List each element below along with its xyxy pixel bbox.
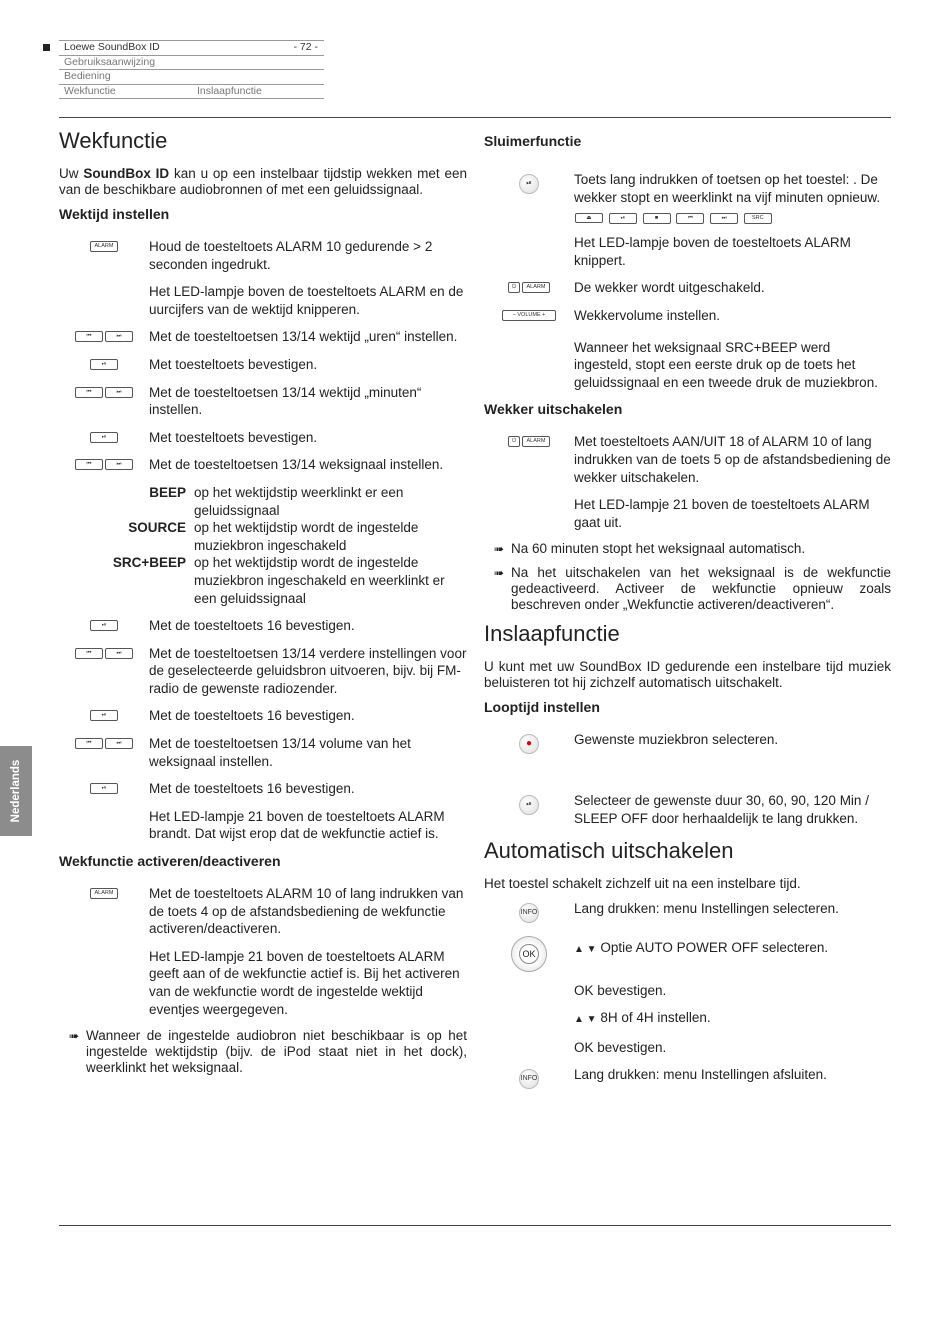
prev-key-icon: ⏮ — [75, 331, 103, 342]
prev-key-icon: ⏮ — [75, 738, 103, 749]
step-led-off: Het LED-lampje 21 boven de toesteltoets ALARM gaat uit. — [574, 497, 870, 530]
title-inslaapfunctie: Inslaapfunctie — [484, 621, 620, 647]
step-snooze: ⏯ Toets lang indrukken of toetsen op het toestel: . De wekker stopt en weerklinkt na vijf minuten opnieuw. ⏏ ⏯ ■ ⏮ ⏭ SRC — [484, 171, 891, 224]
play-pause-key-icon: ⏯ — [90, 620, 118, 631]
step-minutes: ⏮ ⏭ Met de toesteltoetsen 13/14 wektijd „minuten“ instellen. — [59, 384, 467, 419]
option-beep: BEEP op het wektijdstip weerklinkt er een geluidssignaal — [149, 484, 404, 518]
step-confirm-4: ⏯ Met de toesteltoets 16 bevestigen. — [59, 707, 467, 725]
step-further-settings: ⏮ ⏭ Met de toesteltoetsen 13/14 verdere instellingen voor de geselecteerde geluidsbron uitvoeren, bijv. bij FM-radio de gewenste radiozender. — [59, 645, 467, 698]
page-number: - 72 - — [293, 41, 318, 53]
next-key-icon: ⏭ — [105, 331, 133, 342]
step-ok-1: OK bevestigen. — [574, 982, 667, 998]
heading-uitschakelen: Wekker uitschakelen — [484, 401, 623, 418]
title-wekfunctie: Wekfunctie — [59, 128, 168, 153]
option-src-beep: SRC+BEEP op het wektijdstip wordt de ingestelde muziekbron ingeschakeld en weerklinkt er een geluidssignaal — [112, 555, 445, 606]
play-pause-key-icon: ⏯ — [90, 359, 118, 370]
title-automatisch: Automatisch uitschakelen — [484, 837, 734, 863]
prev-key-icon: ⏮ — [75, 648, 103, 659]
step-snooze-led: Het LED-lampje boven de toesteltoets ALARM knippert. — [574, 235, 851, 268]
step-select-source: ● Gewenste muziekbron selecteren. — [484, 731, 891, 754]
step-led-on: Het LED-lampje 21 boven de toesteltoets ALARM brandt. Dat wijst erop dat de wekfunctie actief is. — [149, 808, 445, 842]
next-key-icon: ⏭ — [105, 648, 133, 659]
step-alarm-off: ⏻ ALARM De wekker wordt uitgeschakeld. — [484, 279, 891, 297]
play-pause-key-icon: ⏯ — [90, 710, 118, 721]
power-key-icon: ⏻ — [508, 282, 520, 293]
snooze-keys — [574, 206, 773, 224]
next-key-icon: ⏭ — [105, 738, 133, 749]
left-column — [59, 128, 467, 1084]
language-tab: Nederlands — [0, 746, 32, 836]
step-alarm-hold: ALARM Houd de toesteltoets ALARM 10 gedurende > 2 seconden ingedrukt. — [59, 238, 467, 273]
note-source-unavailable: ➠ Wanneer de ingestelde audiobron niet beschikbaar is op het ingestelde wektijdstip (bijv. de iPod staat niet in het dock), weerklinkt het weksignaal. — [59, 1028, 467, 1076]
info-button-icon: INFO — [519, 1069, 539, 1089]
step-auto-power-off: OK ▲ ▼ Optie AUTO POWER OFF selecteren. — [484, 933, 891, 972]
eject-key-icon: ⏏ — [575, 213, 603, 223]
next-key-icon: ⏭ — [105, 459, 133, 470]
step-volume: ⏮ ⏭ Met de toesteltoetsen 13/14 volume van het weksignaal instellen. — [59, 735, 467, 770]
bottom-rule — [59, 1225, 891, 1226]
step-signal: ⏮ ⏭ Met de toesteltoetsen 13/14 weksignaal instellen. — [59, 456, 467, 474]
play-pause-key-icon: ⏯ — [90, 432, 118, 443]
step-alarm-volume: − VOLUME + Wekkervolume instellen. — [484, 307, 891, 325]
up-down-arrows-icon: ▲ ▼ — [574, 1014, 597, 1026]
note-auto-stop: ➠ Na 60 minuten stopt het weksignaal automatisch. — [484, 541, 891, 557]
step-open-settings: INFO Lang drukken: menu Instellingen selecteren. — [484, 900, 891, 923]
arrow-icon: ➠ — [494, 542, 505, 557]
step-confirm-3: ⏯ Met de toesteltoets 16 bevestigen. — [59, 617, 467, 635]
info-button-icon: INFO — [519, 903, 539, 923]
play-pause-button-icon: ⏯ — [519, 174, 539, 194]
intro-inslaap: U kunt met uw SoundBox ID gedurende een instelbare tijd muziek beluisteren tot hij zichzelf automatisch uitschakelt. — [484, 659, 891, 691]
header-manual: Gebruiksaanwijzing — [64, 55, 156, 68]
alarm-key-icon: ALARM — [90, 888, 118, 899]
volume-key-icon: − VOLUME + — [502, 310, 556, 321]
play-pause-button-icon: ⏯ — [519, 795, 539, 815]
signal-options — [59, 484, 467, 607]
step-hours-setting: ▲ ▼ 8H of 4H instellen. — [574, 1010, 711, 1026]
arrow-icon: ➠ — [69, 1029, 80, 1044]
step-select-duration: ⏯ Selecteer de gewenste duur 30, 60, 90, 120 Min / SLEEP OFF door herhaaldelijk te lang drukken. — [484, 792, 891, 827]
up-down-arrows-icon: ▲ ▼ — [574, 943, 597, 955]
arrow-icon: ➠ — [494, 566, 505, 581]
heading-wektijd: Wektijd instellen — [59, 206, 170, 222]
header-bullet — [43, 44, 50, 51]
src-key-icon: SRC — [744, 213, 772, 224]
header-section: Bediening — [64, 70, 111, 82]
note-deactivated: ➠ Na het uitschakelen van het weksignaal is de wekfunctie gedeactiveerd. Activeer de wekfunctie opnieuw zoals beschreven onder „Wekfunctie activeren/deactiveren“. — [484, 565, 891, 613]
heading-sluimer: Sluimerfunctie — [484, 133, 582, 149]
step-led-blink: Het LED-lampje boven de toesteltoets ALARM en de uurcijfers van de wektijd knipperen. — [149, 284, 464, 317]
ok-dpad-icon: OK — [511, 936, 547, 972]
option-source: SOURCE op het wektijdstip wordt de ingestelde muziekbron ingeschakeld — [128, 520, 419, 553]
heading-looptijd: Looptijd instellen — [484, 699, 600, 716]
header-subchapter: Inslaapfunctie — [197, 84, 262, 97]
prev-key-icon: ⏮ — [75, 387, 103, 398]
step-confirm-5: ⏯ Met de toesteltoets 16 bevestigen. — [59, 780, 467, 798]
header-product: Loewe SoundBox ID — [64, 41, 160, 53]
power-key-icon: ⏻ — [508, 436, 520, 447]
top-rule — [59, 117, 891, 118]
header — [59, 40, 324, 99]
step-switch-off: ⏻ ALARM Met toesteltoets AAN/UIT 18 of ALARM 10 of lang indrukken van de toets 5 op de afstandsbediening de wekker uitschakelen. — [484, 433, 891, 486]
play-pause-key-icon: ⏯ — [90, 783, 118, 794]
alarm-key-icon: ALARM — [522, 436, 550, 447]
step-activate: ALARM Met de toesteltoets ALARM 10 of lang indrukken van de toets 4 op de afstandsbediening de wekfunctie activeren/deactiveren. — [59, 885, 467, 938]
heading-activeren: Wekfunctie activeren/deactiveren — [59, 853, 281, 870]
play-pause-key-icon: ⏯ — [609, 213, 637, 224]
step-src-beep: Wanneer het weksignaal SRC+BEEP werd ingesteld, stopt een eerste druk op de toets het geluidssignaal en een tweede druk de muziekbron. — [574, 339, 878, 390]
prev-key-icon: ⏮ — [676, 213, 704, 224]
intro-text: Uw SoundBox ID kan u op een instelbaar tijdstip wekken met een van de beschikbare audiobronnen of met een geluidssignaal. — [59, 166, 467, 197]
right-column — [484, 128, 891, 1099]
step-hours: ⏮ ⏭ Met de toesteltoetsen 13/14 wektijd „uren“ instellen. — [59, 328, 467, 346]
step-close-settings: INFO Lang drukken: menu Instellingen afsluiten. — [484, 1066, 891, 1089]
prev-key-icon: ⏮ — [75, 459, 103, 470]
stop-key-icon: ■ — [643, 213, 671, 224]
next-key-icon: ⏭ — [710, 213, 738, 224]
next-key-icon: ⏭ — [105, 387, 133, 398]
record-button-icon: ● — [519, 734, 539, 754]
alarm-key-icon: ALARM — [90, 241, 118, 252]
step-led-indicator: Het LED-lampje 21 boven de toesteltoets ALARM geeft aan of de wekfunctie actief is. Bij het activeren van de wekfunctie wordt de ingestelde wektijd eventjes weergegeven. — [149, 948, 460, 1017]
header-chapter: Wekfunctie — [64, 84, 116, 97]
step-confirm-1: ⏯ Met toesteltoets bevestigen. — [59, 356, 467, 374]
alarm-key-icon: ALARM — [522, 282, 550, 293]
step-confirm-2: ⏯ Met toesteltoets bevestigen. — [59, 429, 467, 447]
intro-auto: Het toestel schakelt zichzelf uit na een instelbare tijd. — [484, 875, 801, 891]
step-ok-2: OK bevestigen. — [574, 1039, 667, 1055]
